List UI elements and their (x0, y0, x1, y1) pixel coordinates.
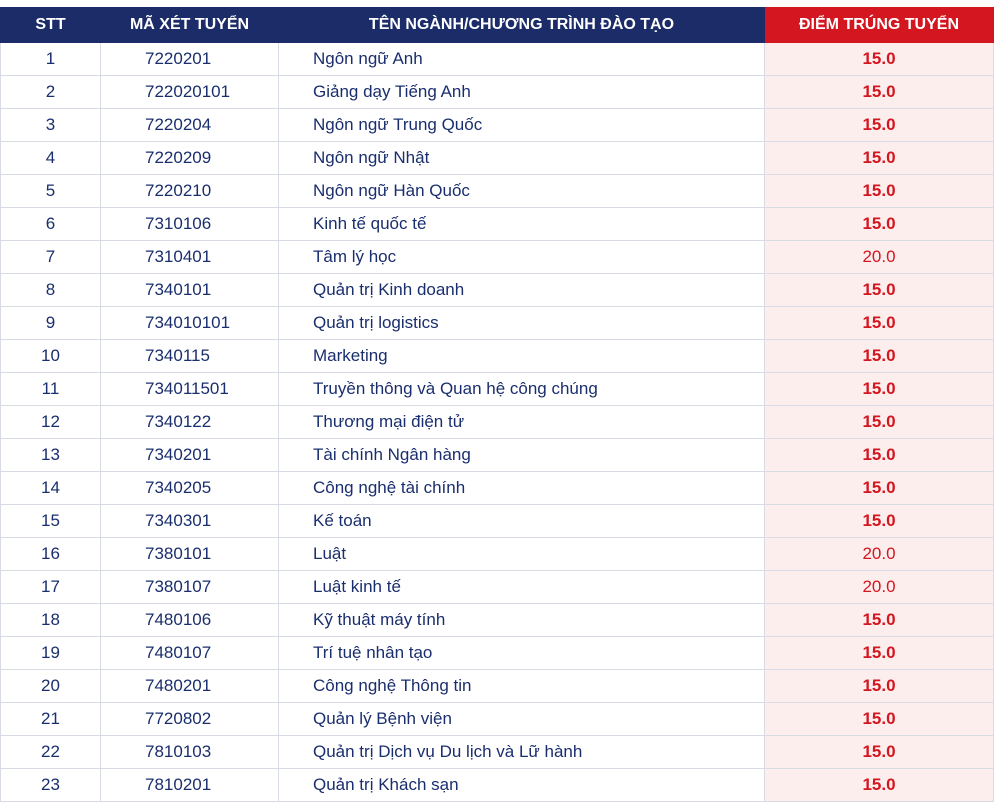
table-row (1, 274, 994, 307)
row-code: 7810103 (101, 736, 279, 769)
table-row (1, 241, 994, 274)
table-row (1, 406, 994, 439)
table-row (1, 373, 994, 406)
row-program-name: Luật (279, 538, 765, 571)
row-stt: 3 (1, 109, 101, 142)
row-code: 7340301 (101, 505, 279, 538)
row-program-name: Ngôn ngữ Nhật (279, 142, 765, 175)
table-row (1, 76, 994, 109)
row-program-name: Tài chính Ngân hàng (279, 439, 765, 472)
table-row (1, 340, 994, 373)
header-program-name: TÊN NGÀNH/CHƯƠNG TRÌNH ĐÀO TẠO (279, 8, 765, 43)
row-stt: 13 (1, 439, 101, 472)
row-code: 7480106 (101, 604, 279, 637)
row-code: 7220210 (101, 175, 279, 208)
table-row (1, 538, 994, 571)
row-code: 7220209 (101, 142, 279, 175)
row-score: 15.0 (765, 307, 994, 340)
row-score: 15.0 (765, 406, 994, 439)
row-stt: 8 (1, 274, 101, 307)
table-row (1, 142, 994, 175)
table-row (1, 43, 994, 76)
table-row (1, 736, 994, 769)
table-row (1, 472, 994, 505)
row-program-name: Quản lý Bệnh viện (279, 703, 765, 736)
admission-scores-table-container (0, 7, 993, 802)
row-code: 7340201 (101, 439, 279, 472)
row-code: 7380101 (101, 538, 279, 571)
row-stt: 11 (1, 373, 101, 406)
row-stt: 19 (1, 637, 101, 670)
table-row (1, 175, 994, 208)
row-program-name: Kinh tế quốc tế (279, 208, 765, 241)
header-row (1, 8, 994, 43)
row-score: 15.0 (765, 637, 994, 670)
row-program-name: Quản trị logistics (279, 307, 765, 340)
table-row (1, 307, 994, 340)
row-stt: 4 (1, 142, 101, 175)
row-code: 7310106 (101, 208, 279, 241)
table-row (1, 208, 994, 241)
row-stt: 10 (1, 340, 101, 373)
row-score: 15.0 (765, 736, 994, 769)
header-code: MÃ XÉT TUYỂN (101, 8, 279, 43)
row-score: 15.0 (765, 109, 994, 142)
row-program-name: Quản trị Dịch vụ Du lịch và Lữ hành (279, 736, 765, 769)
admission-scores-table (0, 7, 994, 802)
row-code: 7340122 (101, 406, 279, 439)
row-program-name: Ngôn ngữ Trung Quốc (279, 109, 765, 142)
row-code: 722020101 (101, 76, 279, 109)
row-score: 15.0 (765, 340, 994, 373)
row-program-name: Truyền thông và Quan hệ công chúng (279, 373, 765, 406)
row-score: 20.0 (765, 571, 994, 604)
row-code: 7480107 (101, 637, 279, 670)
row-score: 15.0 (765, 208, 994, 241)
row-score: 15.0 (765, 142, 994, 175)
row-score: 15.0 (765, 505, 994, 538)
row-score: 20.0 (765, 241, 994, 274)
row-stt: 20 (1, 670, 101, 703)
row-program-name: Giảng dạy Tiếng Anh (279, 76, 765, 109)
row-stt: 21 (1, 703, 101, 736)
row-code: 7340205 (101, 472, 279, 505)
row-stt: 12 (1, 406, 101, 439)
row-stt: 14 (1, 472, 101, 505)
row-program-name: Tâm lý học (279, 241, 765, 274)
row-code: 7220204 (101, 109, 279, 142)
row-program-name: Thương mại điện tử (279, 406, 765, 439)
row-program-name: Quản trị Khách sạn (279, 769, 765, 802)
row-program-name: Kế toán (279, 505, 765, 538)
row-code: 734010101 (101, 307, 279, 340)
row-stt: 16 (1, 538, 101, 571)
row-code: 7340115 (101, 340, 279, 373)
row-stt: 2 (1, 76, 101, 109)
table-row (1, 703, 994, 736)
row-score: 15.0 (765, 604, 994, 637)
row-program-name: Quản trị Kinh doanh (279, 274, 765, 307)
table-row (1, 505, 994, 538)
row-stt: 17 (1, 571, 101, 604)
row-score: 15.0 (765, 472, 994, 505)
table-row (1, 769, 994, 802)
row-program-name: Trí tuệ nhân tạo (279, 637, 765, 670)
row-score: 15.0 (765, 703, 994, 736)
row-stt: 1 (1, 43, 101, 76)
table-body (1, 43, 994, 802)
row-stt: 22 (1, 736, 101, 769)
row-program-name: Công nghệ tài chính (279, 472, 765, 505)
row-code: 734011501 (101, 373, 279, 406)
table-row (1, 109, 994, 142)
row-program-name: Ngôn ngữ Hàn Quốc (279, 175, 765, 208)
row-score: 15.0 (765, 43, 994, 76)
row-program-name: Ngôn ngữ Anh (279, 43, 765, 76)
table-header (1, 8, 994, 43)
table-row (1, 439, 994, 472)
row-program-name: Luật kinh tế (279, 571, 765, 604)
row-score: 15.0 (765, 769, 994, 802)
row-code: 7380107 (101, 571, 279, 604)
row-stt: 15 (1, 505, 101, 538)
row-stt: 18 (1, 604, 101, 637)
row-stt: 5 (1, 175, 101, 208)
row-code: 7810201 (101, 769, 279, 802)
header-score: ĐIỂM TRÚNG TUYỂN (765, 8, 994, 43)
table-row (1, 637, 994, 670)
row-program-name: Marketing (279, 340, 765, 373)
row-code: 7480201 (101, 670, 279, 703)
row-stt: 6 (1, 208, 101, 241)
row-score: 15.0 (765, 76, 994, 109)
row-code: 7220201 (101, 43, 279, 76)
row-score: 15.0 (765, 373, 994, 406)
row-code: 7720802 (101, 703, 279, 736)
table-row (1, 670, 994, 703)
row-score: 15.0 (765, 274, 994, 307)
row-score: 20.0 (765, 538, 994, 571)
table-row (1, 571, 994, 604)
row-stt: 9 (1, 307, 101, 340)
row-stt: 23 (1, 769, 101, 802)
row-code: 7310401 (101, 241, 279, 274)
table-row (1, 604, 994, 637)
row-score: 15.0 (765, 439, 994, 472)
row-score: 15.0 (765, 175, 994, 208)
row-score: 15.0 (765, 670, 994, 703)
row-program-name: Công nghệ Thông tin (279, 670, 765, 703)
row-code: 7340101 (101, 274, 279, 307)
row-stt: 7 (1, 241, 101, 274)
row-program-name: Kỹ thuật máy tính (279, 604, 765, 637)
header-stt: STT (1, 8, 101, 43)
